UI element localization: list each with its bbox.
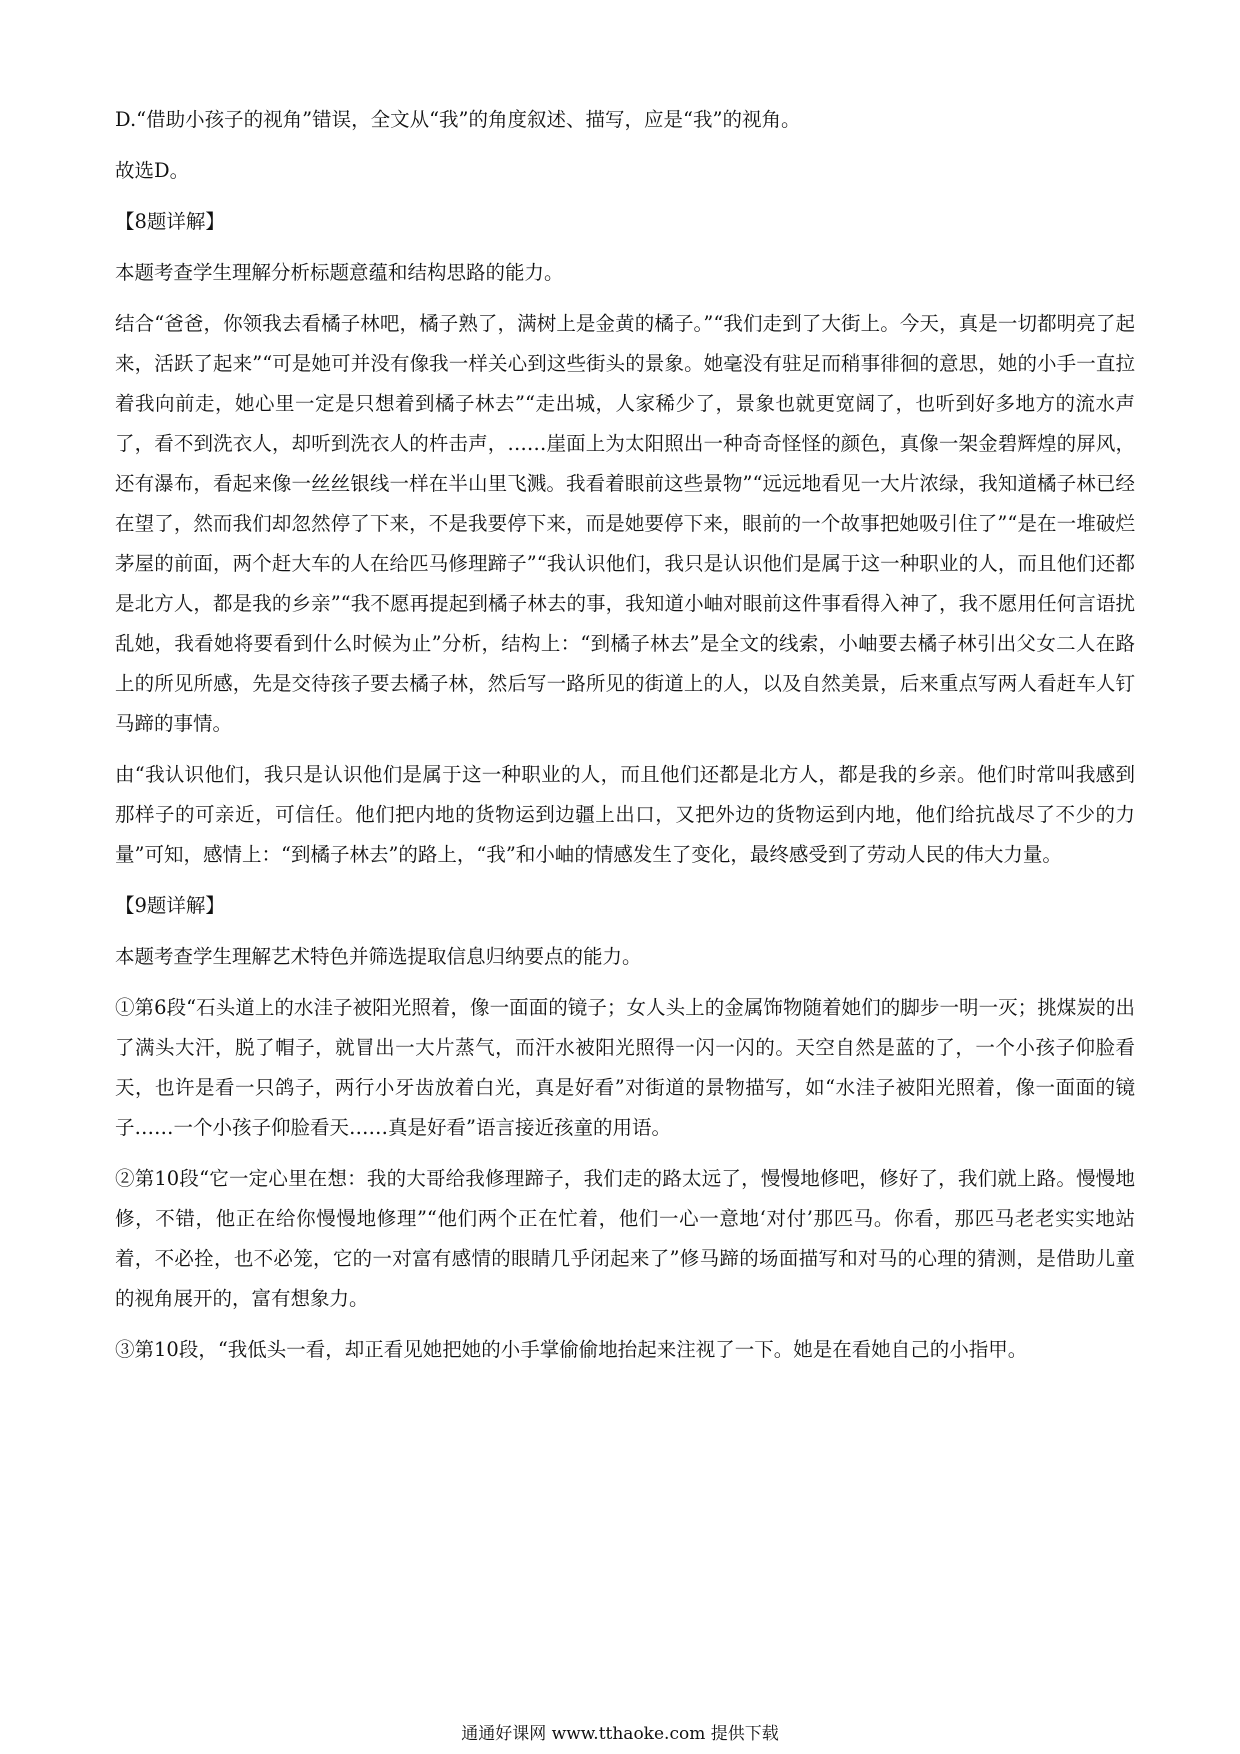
paragraph-q9-point-1: ①第6段“石头道上的水洼子被阳光照着，像一面面的镜子；女人头上的金属饰物随着她们的脚步一明一灭；挑煤炭的出了满头大汗，脱了帽子，就冒出一大片蒸气，而汗水被阳光照得一闪一闪的。天空自然是蓝的了，一个小孩子仰脸看天，也许是看一只鸽子，两行小牙齿放着白光，真是好看”对街道的景物描写，如“水洼子被阳光照着，像一面面的镜子……一个小孩子仰脸看天……真是好看”语言接近孩童的用语。 xyxy=(115,996,1135,1139)
paragraph-q9-intro: 本题考查学生理解艺术特色并筛选提取信息归纳要点的能力。 xyxy=(115,945,642,968)
paragraph-q8-emotion: 由“我认识他们，我只是认识他们是属于这一种职业的人，而且他们还都是北方人，都是我的乡亲。他们时常叫我感到那样子的可亲近，可信任。他们把内地的货物运到边疆上出口，又把外边的货物运到内地，他们给抗战尽了不少的力量”可知，感情上：“到橘子林去”的路上，“我”和小岫的情感发生了变化，最终感受到了劳动人民的伟大力量。 xyxy=(115,763,1135,866)
paragraph-q8-intro: 本题考查学生理解分析标题意蕴和结构思路的能力。 xyxy=(115,261,564,284)
paragraph-q8-structure: 结合“爸爸，你领我去看橘子林吧，橘子熟了，满树上是金黄的橘子。”“我们走到了大街上。今天，真是一切都明亮了起来，活跃了起来”“可是她可并没有像我一样关心到这些街头的景象。她毫没有驻足而稍事徘徊的意思，她的小手一直拉着我向前走，她心里一定是只想着到橘子林去”“走出城，人家稀少了，景象也就更宽阔了，也听到好多地方的流水声了，看不到洗衣人，却听到洗衣人的杵击声，……崖面上为太阳照出一种奇奇怪怪的颜色，真像一架金碧辉煌的屏风，还有瀑布，看起来像一丝丝银线一样在半山里飞溅。我看着眼前这些景物”“远远地看见一大片浓绿，我知道橘子林已经在望了，然而我们却忽然停了下来，不是我要停下来，而是她要停下来，眼前的一个故事把她吸引住了”“是在一堆破烂茅屋的前面，两个赶大车的人在给匹马修理蹄子”“我认识他们，我只是认识他们是属于这一种职业的人，而且他们还都是北方人，都是我的乡亲”“我不愿再提起到橘子林去的事，我知道小岫对眼前这件事看得入神了，我不愿用任何言语扰乱她，我看她将要看到什么时候为止”分析，结构上：“到橘子林去”是全文的线索，小岫要去橘子林引出父女二人在路上的所见所感，先是交待孩子要去橘子林，然后写一路所见的街道上的人，以及自然美景，后来重点写两人看赶车人钉马蹄的事情。 xyxy=(115,312,1135,735)
paragraph-q9-point-3: ③第10段，“我低头一看，却正看见她把她的小手掌偷偷地抬起来注视了一下。她是在看她自己的小指甲。 xyxy=(115,1338,1028,1361)
paragraph-q9-point-2: ②第10段“它一定心里在想：我的大哥给我修理蹄子，我们走的路太远了，慢慢地修吧，修好了，我们就上路。慢慢地修，不错，他正在给你慢慢地修理”“他们两个正在忙着，他们一心一意地‘对付’那匹马。你看，那匹马老老实实地站着，不必拴，也不必笼，它的一对富有感情的眼睛几乎闭起来了”修马蹄的场面描写和对马的心理的猜测，是借助儿童的视角展开的，富有想象力。 xyxy=(115,1167,1135,1310)
paragraph-answer: 故选D。 xyxy=(115,159,190,182)
section-heading-q8: 【8题详解】 xyxy=(115,210,225,233)
page-footer: 通通好课网 www.tthaoke.com 提供下载 xyxy=(461,1724,779,1744)
section-heading-q9: 【9题详解】 xyxy=(115,894,225,917)
paragraph-option-d: D.“借助小孩子的视角”错误，全文从“我”的角度叙述、描写，应是“我”的视角。 xyxy=(115,108,801,131)
document-body xyxy=(115,100,1135,1381)
